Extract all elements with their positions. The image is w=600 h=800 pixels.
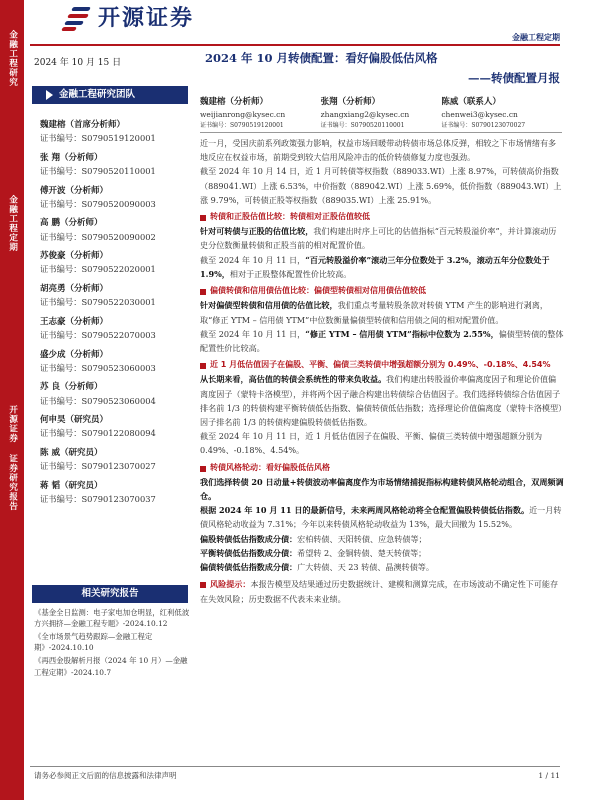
analyst-item: 蒋 韬（研究员） 证书编号：S0790123070037 [40,480,156,504]
related-report-link[interactable]: 《再西金股解析月报（2024 年 10 月）—金融工程定期》-2024.10.7 [34,656,188,677]
holding-line: 平衡转债低估指数成分债：希望转 2、金铜转债、楚天转债等； [200,547,427,558]
strip-label-bottom: 开源证券 证券研究报告 [7,405,18,511]
author-email[interactable]: zhangxiang2@kysec.cn [320,110,410,120]
analyst-item: 盛少成（分析师） 证书编号：S0790523060003 [40,349,156,373]
risk-note: 风险提示：本报告模型及结果通过历史数据统计、建模和测算完成，在市场波动不确定性下可能存在失效风险；历史数据不代表未来业绩。 [200,579,559,604]
related-report-link[interactable]: 《全市场景气趋势跟踪—金融工程定期》-2024.10.10 [34,632,153,653]
analyst-item: 王志豪（分析师） 证书编号：S0790522070003 [40,316,156,340]
intro-paragraph: 截至 2024 年 10 月 14 日，近 1 月可转债等权指数（889033.WI）上涨 8.97%，可转债高价指数（889041.WI）上涨 6.53%，中价指数（889042.WI）上涨 5.69%，低价指数（889043.WI）上涨 9.79%，可转债正股等权指数（889035.WI）上涨 25.91%。 [200,166,562,205]
related-heading: 相关研究报告 [32,585,188,603]
square-bullet-icon [200,466,206,472]
report-category: 金融工程定期 [512,32,560,42]
author-block [200,96,562,130]
square-bullet-icon [200,289,206,295]
brand-logo [62,6,194,32]
section-heading: 转债和正股估值比较：转债相对正股估值较低 [200,210,564,224]
analyst-item: 苏俊豪（分析师） 证书编号：S0790522020001 [40,251,156,275]
section-heading: 偏债转债和信用债估值比较：偏债型转债相对信用债估值较低 [200,284,564,298]
author-item: 陈威（联系人） chenwei3@kysec.cn 证书编号：S0790123070027 [441,96,562,130]
analyst-item: 何申昊（研究员） 证书编号：S0790122080094 [40,415,156,439]
strip-label-middle: 金融工程定期 [7,195,18,252]
section-paragraph: 针对偏债型转债和信用债的估值比较，我们重点考量转股条款对转债 YTM 产生的影响进行剥离，取“修正 YTM – 信用债 YTM”中位数衡量偏债型转债和信用债之间的相对配置价值。 [200,300,548,325]
report-subtitle: ——转债配置月报 [468,71,560,85]
page-number: 1 / 11 [538,771,560,780]
section-paragraph: 截至 2024 年 10 月 11 日，“百元转股溢价率”滚动三年分位数处于 3.2%，滚动五年分位数处于 1.9%，相对于正股整体配置性价比较高。 [200,254,550,279]
square-bullet-icon [200,215,206,221]
related-report-link[interactable]: 《基金全日监测：电子家电加仓明显，红利低波方兴拥挤—金融工程专题》-2024.10.12 [34,608,190,629]
square-bullet-icon [200,582,206,588]
strip-label-top: 金融工程研究 [7,30,18,87]
author-email[interactable]: weijianrong@kysec.cn [200,110,286,120]
analyst-item: 苏 良（分析师） 证书编号：S0790523060004 [40,382,156,406]
square-bullet-icon [200,363,206,369]
report-title: 2024 年 10 月转债配置：看好偏股低估风格 [205,51,438,65]
footer-disclaimer: 请务必参阅正文后面的信息披露和法律声明 [34,771,177,780]
analyst-list [40,119,190,513]
analyst-item: 高 鹏（分析师） 证书编号：S0790520090002 [40,218,156,242]
logo-mark-icon [62,7,92,31]
footer-rule [30,766,560,767]
side-strip [0,0,24,800]
author-item: 魏建榕（分析师） weijianrong@kysec.cn 证书编号：S0790519120001 [200,96,321,130]
analyst-item: 胡亮勇（分析师） 证书编号：S0790522030001 [40,283,156,308]
report-body [200,136,564,606]
section-paragraph: 根据 2024 年 10 月 11 日的最新信号，未来两周风格轮动将全仓配置偏股转债低估指数。近一月转债风格轮动收益为 7.31%；今年以来转债风格轮动收益为 13%，最大回撤为 15.52%。 [200,505,562,530]
team-heading: 金融工程研究团队 [32,86,188,104]
section-heading: 近 1 月低估值因子在偏股、平衡、偏债三类转债中增强超额分别为 0.49%、-0.18%、4.54% [200,358,564,372]
triangle-icon [46,90,53,100]
analyst-item: 魏建榕（首席分析师） 证书编号：S0790519120001 [40,120,156,144]
author-divider [200,132,562,133]
report-date: 2024 年 10 月 15 日 [34,58,122,68]
brand-name: 开源证券 [98,5,195,31]
section-paragraph: 从长期来看，高估值的转债会系统性的带来负收益。我们构建出转股溢价率偏离度因子和理论价值偏离度因子（蒙特卡洛模型），并将两个因子融合构建出转债综合估值因子。我们选择转债综合估值因子排名前 1/3 的转债构建平衡转债低估指数、偏债转债低估指数；选择理论价值偏离度（蒙特卡洛模型）因子排名前 1/3 的转债构建偏股转债低估指数。 [200,374,563,427]
section-heading: 转债风格轮动：看好偏股低估风格 [200,461,564,475]
section-paragraph: 截至 2024 年 10 月 11 日，近 1 月低估值因子在偏股、平衡、偏债三类转债中增强超额分别为 0.49%、-0.18%、4.54%。 [200,431,543,456]
holding-line: 偏股转债低估指数成分债：宏柏转债、天阳转债、应急转债等； [200,533,427,544]
intro-paragraph: 近一月，受国庆前系列政策强力影响，权益市场回暖带动转债市场总体反弹，相较之下市场情绪有多地反应在权益市场，前期受到较大信用风险冲击的低价转债修复力度也强劲。 [200,138,557,163]
analyst-item: 陈 威（研究员） 证书编号：S0790123070027 [40,447,156,472]
author-email[interactable]: chenwei3@kysec.cn [441,110,518,120]
section-paragraph: 截至 2024 年 10 月 11 日，“修正 YTM – 信用债 YTM”指标中位数为 2.55%，偏债型转债的整体配置性价比较高。 [200,328,564,353]
section-paragraph: 针对可转债与正股的估值比较，我们构建出时序上可比的估值指标“百元转股溢价率”，并计算滚动历史分位数衡量转债和正股当前的相对配置价值。 [200,226,557,251]
analyst-item: 张 翔（分析师） 证书编号：S0790520110001 [40,152,156,176]
holding-line: 偏债转债低估指数成分债：广大转债、天 23 转债、晶澳转债等。 [200,562,434,573]
related-list [34,607,192,680]
section-paragraph: 我们选择转债 20 日动量+转债波动率偏离度作为市场情绪捕捉指标构建转债风格轮动组合，双周频调仓。 [200,476,564,501]
header-rule [30,44,560,46]
analyst-item: 傅开波（分析师） 证书编号：S0790520090003 [40,185,156,209]
author-item: 张翔（分析师） zhangxiang2@kysec.cn 证书编号：S0790520110001 [321,96,442,130]
